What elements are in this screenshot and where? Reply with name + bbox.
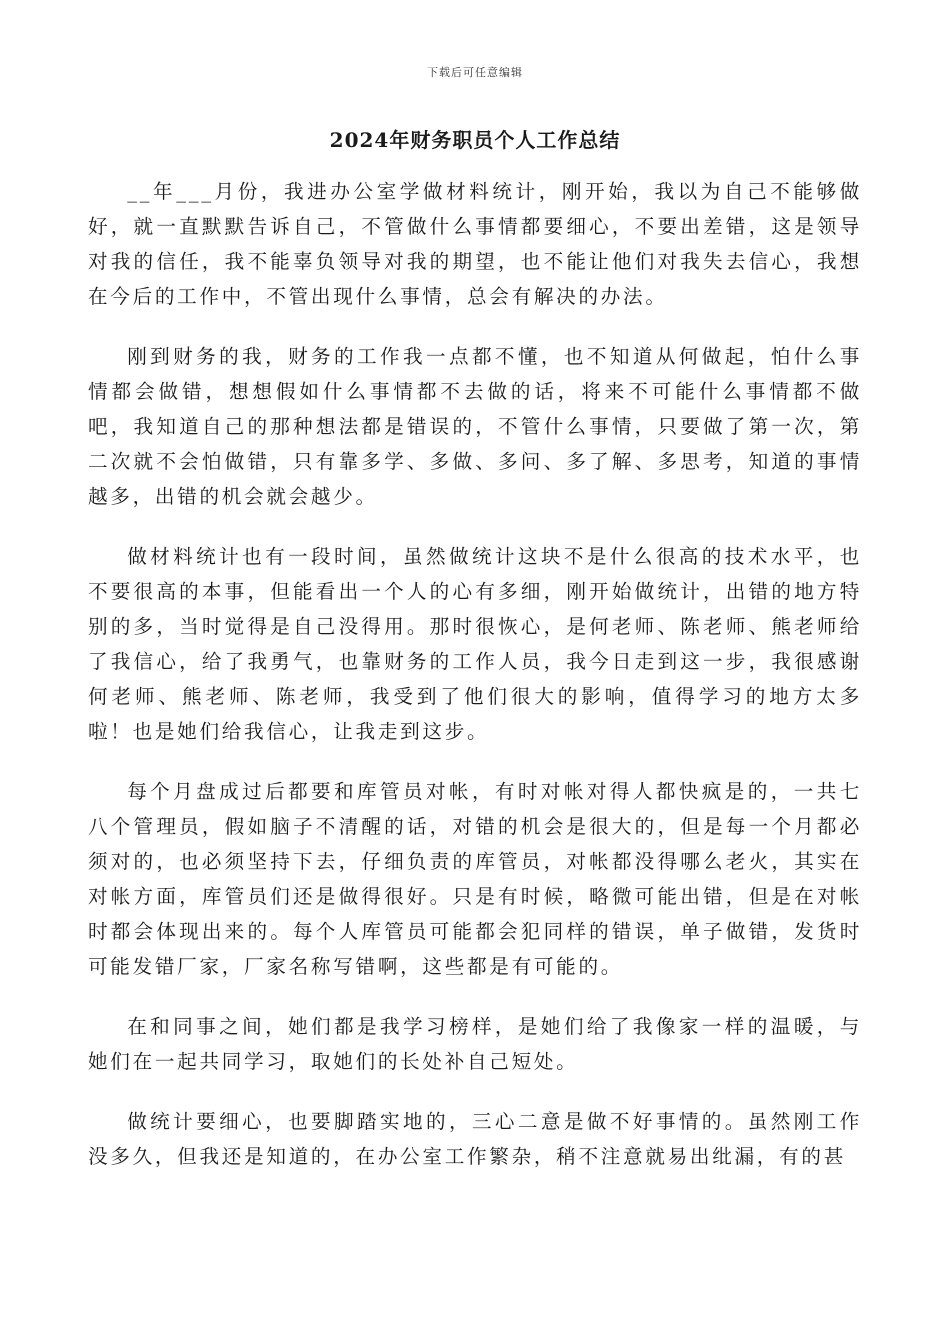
body-paragraph: 做统计要细心，也要脚踏实地的，三心二意是做不好事情的。虽然刚工作没多久，但我还是知道的，在办公室工作繁杂，稍不注意就易出纰漏，有的甚 — [88, 1110, 862, 1168]
document-title: 2024年财务职员个人工作总结 — [329, 128, 621, 152]
body-paragraph: 每个月盘成过后都要和库管员对帐，有时对帐对得人都快疯是的，一共七八个管理员，假如脑子不清醒的话，对错的机会是很大的，但是每一个月都必须对的，也必须坚持下去，仔细负责的库管员，对帐都没得哪么老火，其实在对帐方面，库管员们还是做得很好。只是有时候，略微可能出错，但是在对帐时都会体现出来的。每个人库管员可能都会犯同样的错误，单子做错，发货时可能发错厂家，厂家名称写错啊，这些都是有可能的。 — [88, 780, 862, 978]
body-paragraph: 刚到财务的我，财务的工作我一点都不懂，也不知道从何做起，怕什么事情都会做错，想想假如什么事情都不去做的话，将来不可能什么事情都不做吧，我知道自己的那种想法都是错误的，不管什么事情，只要做了第一次，第二次就不会怕做错，只有靠多学、多做、多问、多了解、多思考，知道的事情越多，出错的机会就会越少。 — [88, 345, 862, 508]
document-body — [88, 174, 862, 1199]
body-paragraph: 做材料统计也有一段时间，虽然做统计这块不是什么很高的技术水平，也不要很高的本事，但能看出一个人的心有多细，刚开始做统计，出错的地方特别的多，当时觉得是自己没得用。那时很恢心，是何老师、陈老师、熊老师给了我信心，给了我勇气，也靠财务的工作人员，我今日走到这一步，我很感谢何老师、熊老师、陈老师，我受到了他们很大的影响，值得学习的地方太多啦！也是她们给我信心，让我走到这步。 — [88, 545, 862, 743]
header-note: 下载后可任意编辑 — [427, 66, 523, 79]
body-paragraph: 在和同事之间，她们都是我学习榜样，是她们给了我像家一样的温暖，与她们在一起共同学习，取她们的长处补自己短处。 — [88, 1015, 862, 1073]
body-paragraph: __年___月份，我进办公室学做材料统计，刚开始，我以为自己不能够做好，就一直默默告诉自己，不管做什么事情都要细心，不要出差错，这是领导对我的信任，我不能辜负领导对我的期望，也不能让他们对我失去信心，我想在今后的工作中，不管出现什么事情，总会有解决的办法。 — [88, 180, 862, 308]
